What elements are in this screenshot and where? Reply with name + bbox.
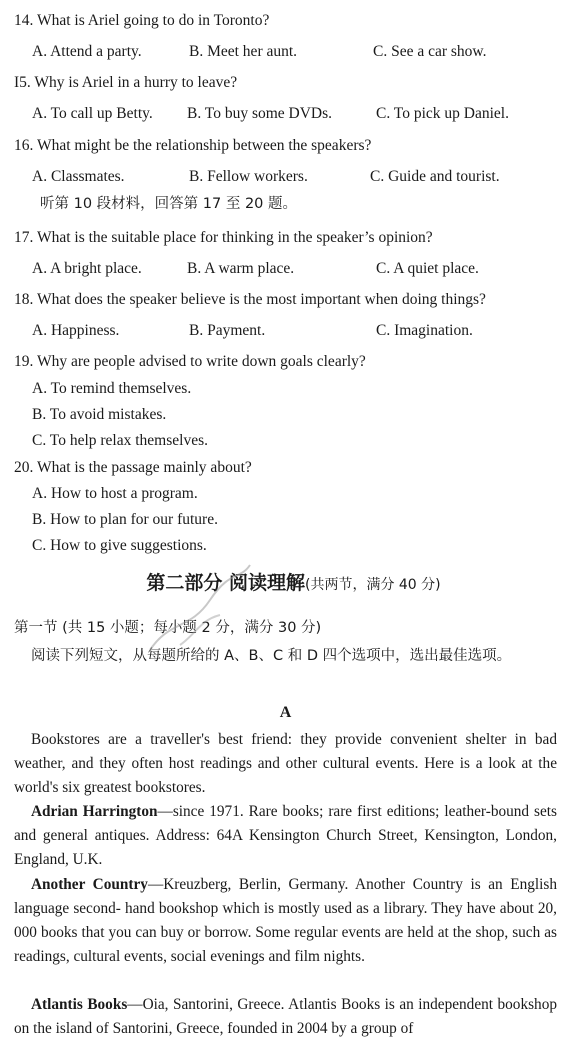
option-b: B. A warm place. [187, 260, 295, 277]
option-a: A. Happiness. [32, 322, 120, 339]
bookstore-name: Another Country [31, 876, 148, 893]
option-a: A. How to host a program. [32, 485, 198, 502]
option-c: C. See a car show. [373, 43, 487, 60]
question-20: 20. What is the passage mainly about? [14, 459, 252, 476]
bookstore-description: —since 1971. Rare books; rare first editions; leather-bound sets and general antiques. Address: 64A Kensington Church Street, Kensington, London, England, U.K. [14, 803, 557, 868]
bookstore-description: —Oia, Santorini, Greece. Atlantis Books is an independent bookshop on the island of Santorini, Greece, founded in 2004 by a group of [14, 996, 557, 1037]
option-c: C. A quiet place. [376, 260, 479, 277]
option-a: A. A bright place. [32, 260, 142, 277]
bookstore-another-country [14, 873, 557, 969]
part-two-score-note: (共两节，满分 40 分) [304, 577, 441, 593]
section-one-heading: 第一节 (共 15 小题；每小题 2 分，满分 30 分) [14, 620, 322, 636]
reading-instruction: 阅读下列短文，从每题所给的 A、B、C 和 D 四个选项中，选出最佳选项。 [31, 648, 512, 664]
question-17: 17. What is the suitable place for thinking in the speaker’s opinion? [14, 229, 433, 246]
option-c: C. How to give suggestions. [32, 537, 207, 554]
option-b: B. Payment. [189, 322, 266, 339]
passage-intro: Bookstores are a traveller's best friend: they provide convenient shelter in bad weather, and they often host readings and other cultural events. Here is a look at the world's six greatest bookstores. [14, 731, 557, 796]
option-b: B. To buy some DVDs. [187, 105, 333, 122]
bookstore-name: Atlantis Books [31, 996, 128, 1013]
option-a: A. To remind themselves. [32, 380, 192, 397]
part-two-heading: 第二部分 阅读理解 [146, 572, 305, 594]
question-15: I5. Why is Ariel in a hurry to leave? [14, 74, 238, 91]
bookstore-description: —Kreuzberg, Berlin, Germany. Another Country is an English language second- hand bookshop which is mostly used as a library. They have about 20, 000 books that you can buy or borrow. Some regular events are held at the shop, such as readings, cultural events, social evenings and film nights. [14, 876, 557, 965]
option-a: A. Attend a party. [32, 43, 142, 60]
option-b: B. Fellow workers. [189, 168, 308, 185]
bookstore-atlantis-books [14, 993, 557, 1041]
question-14: 14. What is Ariel going to do in Toronto? [14, 12, 270, 29]
option-a: A. To call up Betty. [32, 105, 153, 122]
option-c: C. Guide and tourist. [370, 168, 500, 185]
option-b: B. How to plan for our future. [32, 511, 218, 528]
option-c: C. To pick up Daniel. [376, 105, 509, 122]
option-b: B. To avoid mistakes. [32, 406, 167, 423]
part-two-title [0, 570, 587, 598]
bookstore-adrian-harrington [14, 800, 557, 872]
bookstore-name: Adrian Harrington [31, 803, 158, 820]
option-a: A. Classmates. [32, 168, 125, 185]
question-18: 18. What does the speaker believe is the most important when doing things? [14, 291, 486, 308]
option-c: C. To help relax themselves. [32, 432, 208, 449]
question-16: 16. What might be the relationship between the speakers? [14, 137, 372, 154]
passage-label: A [279, 704, 292, 721]
question-19: 19. Why are people advised to write down goals clearly? [14, 353, 366, 370]
listening-instruction: 听第 10 段材料，回答第 17 至 20 题。 [40, 196, 298, 212]
option-c: C. Imagination. [376, 322, 473, 339]
option-b: B. Meet her aunt. [189, 43, 298, 60]
